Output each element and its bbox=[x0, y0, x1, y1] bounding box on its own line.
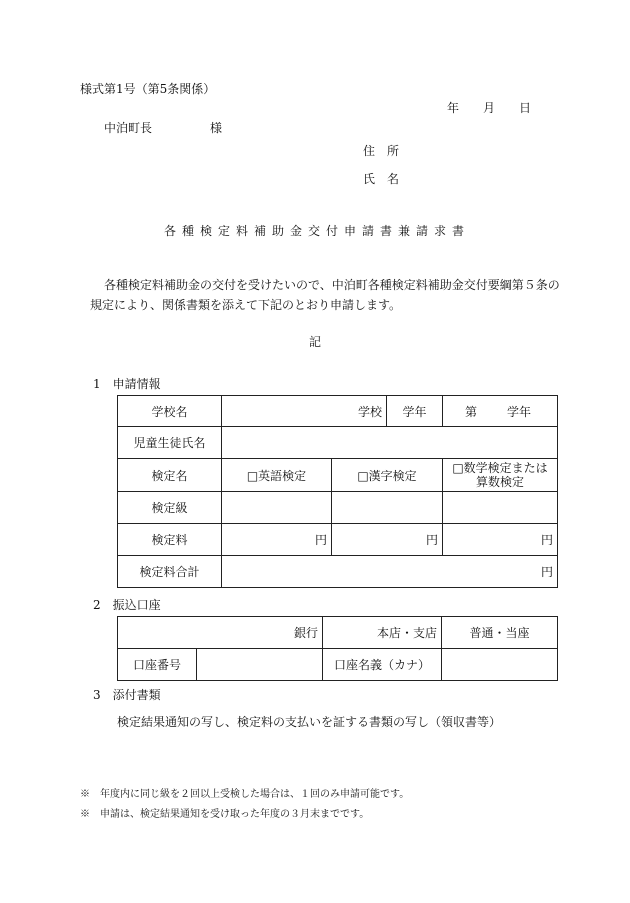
branch-text: 本店・支店 bbox=[377, 626, 438, 640]
exam-math-label-2: 算数検定 bbox=[476, 475, 525, 489]
ki-heading: 記 bbox=[309, 335, 322, 349]
form-number: 様式第1号（第5条関係） bbox=[80, 82, 216, 96]
intro-line-1: 各種検定料補助金の交付を受けたいので、中泊町各種検定料補助金交付要綱第５条の bbox=[104, 278, 560, 292]
addressee-honorific: 様 bbox=[210, 121, 223, 135]
addressee-name: 中泊町長 bbox=[104, 121, 153, 135]
checkbox-icon[interactable] bbox=[247, 469, 258, 483]
section3-heading: 3 添付書類 bbox=[93, 688, 161, 702]
grade-field[interactable] bbox=[387, 396, 443, 427]
exam-grade-math-field[interactable] bbox=[443, 492, 558, 524]
school-suffix: 学校 bbox=[358, 404, 383, 419]
account-holder-label: 口座名義（カナ） bbox=[323, 649, 442, 681]
account-number-label: 口座番号 bbox=[118, 649, 197, 681]
dai-text: 第 bbox=[465, 404, 478, 419]
fee-math-field[interactable] bbox=[443, 524, 558, 556]
yen-unit: 円 bbox=[314, 533, 327, 547]
date-month: 月 bbox=[483, 101, 496, 115]
name-label: 氏 名 bbox=[363, 172, 400, 186]
address-label: 住 所 bbox=[363, 144, 400, 158]
exam-math-option[interactable] bbox=[443, 459, 558, 492]
yen-unit: 円 bbox=[426, 533, 439, 547]
student-name-field[interactable] bbox=[222, 427, 558, 459]
account-number-field[interactable] bbox=[197, 649, 323, 681]
fee-total-label: 検定料合計 bbox=[118, 556, 222, 588]
section1-heading: 1 申請情報 bbox=[93, 377, 161, 391]
exam-english-option[interactable] bbox=[222, 459, 332, 492]
fee-kanji-field[interactable] bbox=[332, 524, 443, 556]
note-1: ※ 年度内に同じ級を２回以上受検した場合は、１回のみ申請可能です。 bbox=[80, 789, 410, 800]
exam-grade-label: 検定級 bbox=[118, 492, 222, 524]
bank-account-table bbox=[117, 616, 558, 681]
date-day: 日 bbox=[519, 101, 532, 115]
attachments-text: 検定結果通知の写し、検定料の支払いを証する書類の写し（領収書等） bbox=[117, 715, 502, 729]
account-type-text: 普通・当座 bbox=[469, 626, 530, 640]
date-year: 年 bbox=[447, 101, 460, 115]
checkbox-icon[interactable] bbox=[357, 469, 368, 483]
grade-suffix: 学年 bbox=[402, 404, 427, 419]
exam-math-label-1: 数学検定または bbox=[463, 461, 548, 475]
intro-line-2: 規定により、関係書類を添えて下記のとおり申請します。 bbox=[90, 298, 402, 312]
page-title: 各種検定料補助金交付申請書兼請求書 bbox=[164, 224, 471, 238]
fee-english-field[interactable] bbox=[222, 524, 332, 556]
exam-kanji-label: 漢字検定 bbox=[368, 468, 417, 483]
yen-unit: 円 bbox=[541, 565, 554, 579]
note-2: ※ 申請は、検定結果通知を受け取った年度の３月末までです。 bbox=[80, 809, 370, 820]
exam-grade-english-field[interactable] bbox=[222, 492, 332, 524]
section2-heading: 2 振込口座 bbox=[93, 598, 161, 612]
school-name-field[interactable] bbox=[222, 396, 387, 427]
fee-label: 検定料 bbox=[118, 524, 222, 556]
student-label: 児童生徒氏名 bbox=[118, 427, 222, 459]
branch-field[interactable] bbox=[323, 617, 442, 649]
account-holder-field[interactable] bbox=[442, 649, 558, 681]
grade-suffix-2: 学年 bbox=[507, 404, 532, 419]
exam-name-label: 検定名 bbox=[118, 459, 222, 492]
yen-unit: 円 bbox=[541, 533, 554, 547]
school-label: 学校名 bbox=[118, 396, 222, 427]
application-info-table bbox=[117, 395, 558, 588]
bank-name-field[interactable] bbox=[118, 617, 323, 649]
class-field[interactable] bbox=[443, 396, 558, 427]
checkbox-icon[interactable] bbox=[452, 461, 463, 475]
bank-suffix: 銀行 bbox=[294, 626, 319, 640]
fee-total-field[interactable] bbox=[222, 556, 558, 588]
account-type-field[interactable] bbox=[442, 617, 558, 649]
exam-kanji-option[interactable] bbox=[332, 459, 443, 492]
exam-grade-kanji-field[interactable] bbox=[332, 492, 443, 524]
exam-english-label: 英語検定 bbox=[258, 468, 307, 483]
